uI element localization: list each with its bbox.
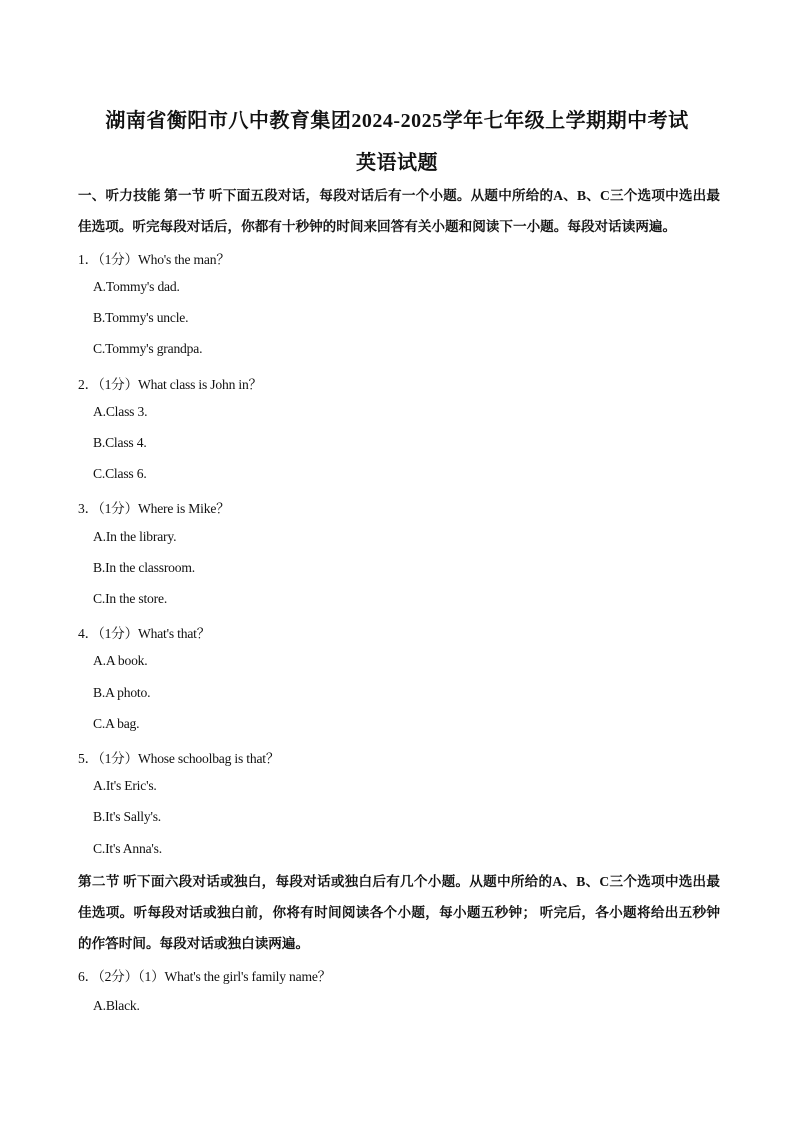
question-3-stem: 3．（1分）Where is Mike？ bbox=[78, 501, 230, 516]
question-4-option-a: A.A book. bbox=[93, 653, 148, 668]
question-3-option-b: B.In the classroom. bbox=[93, 560, 195, 575]
question-1-option-a: A.Tommy's dad. bbox=[93, 279, 180, 294]
question-2-stem: 2．（1分）What class is John in？ bbox=[78, 377, 262, 392]
question-4-option-c: C.A bag. bbox=[93, 716, 140, 731]
question-1-option-b: B.Tommy's uncle. bbox=[93, 310, 189, 325]
question-1-option-c: C.Tommy's grandpa. bbox=[93, 341, 203, 356]
question-5-option-b: B.It's Sally's. bbox=[93, 809, 161, 824]
section2-instructions: 第二节 听下面六段对话或独白，每段对话或独白后有几个小题。从题中所给的A、B、C三个选项中选出最佳选项。听每段对话或独白前，你将有时间阅读各个小题，每小题五秒钟； 听完后，各小题将给出五秒钟的作答时间。每段对话或独白读两遍。 bbox=[78, 874, 720, 951]
question-6-stem: 6．（2分）（1）What's the girl's family name？ bbox=[78, 969, 332, 984]
question-2-option-c: C.Class 6. bbox=[93, 466, 147, 481]
question-2-option-b: B.Class 4. bbox=[93, 435, 147, 450]
question-4-stem: 4．（1分）What's that？ bbox=[78, 626, 211, 641]
section1-instructions: 一、听力技能 第一节 听下面五段对话，每段对话后有一个小题。从题中所给的A、B、C三个选项中选出最佳选项。听完每段对话后，你都有十秒钟的时间来回答有关小题和阅读下一小题。每段对话读两遍。 bbox=[78, 188, 720, 234]
question-3-option-a: A.In the library. bbox=[93, 529, 177, 544]
question-1-stem: 1．（1分）Who's the man？ bbox=[78, 252, 230, 267]
question-5-option-a: A.It's Eric's. bbox=[93, 778, 157, 793]
question-5-stem: 5．（1分）Whose schoolbag is that？ bbox=[78, 751, 280, 766]
exam-subtitle: 英语试题 bbox=[356, 152, 438, 174]
question-6-option-a: A.Black. bbox=[93, 998, 140, 1013]
question-5-option-c: C.It's Anna's. bbox=[93, 841, 162, 856]
question-4-option-b: B.A photo. bbox=[93, 685, 151, 700]
question-2-option-a: A.Class 3. bbox=[93, 404, 148, 419]
exam-title: 湖南省衡阳市八中教育集团2024-2025学年七年级上学期期中考试 bbox=[105, 110, 689, 132]
question-3-option-c: C.In the store. bbox=[93, 591, 168, 606]
